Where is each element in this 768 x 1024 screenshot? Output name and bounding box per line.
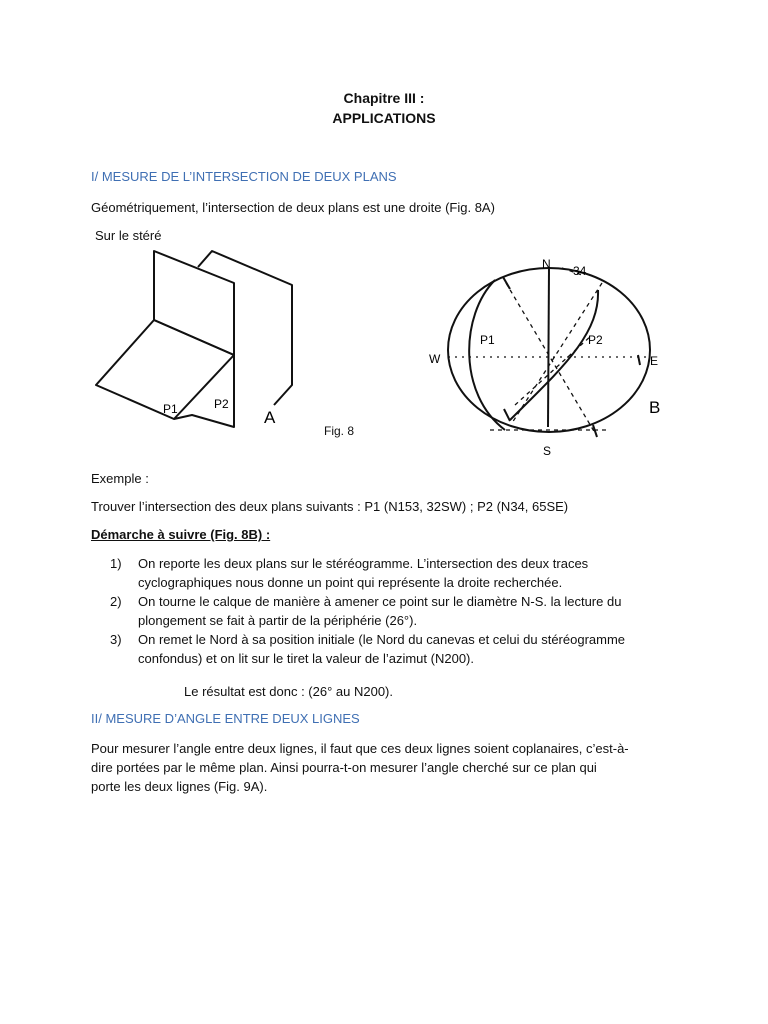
step-text: On remet le Nord à sa position initiale (le Nord du canevas et celui du stéréogramme confondus) et on lit sur le tiret la valeur de l’azimut (N200).	[138, 632, 626, 666]
page-title: APPLICATIONS	[332, 110, 436, 126]
angle-label: 34	[573, 264, 587, 278]
fig8a-p2-label: P2	[214, 397, 229, 411]
ns-diameter	[548, 268, 549, 427]
method-steps	[110, 554, 670, 668]
east-label: E	[650, 354, 659, 368]
great-circle-p2	[510, 290, 598, 420]
chapter-label: Chapitre III :	[343, 90, 425, 106]
step-number: 1)	[110, 556, 122, 571]
fig8a-label: A	[264, 408, 276, 427]
step-number: 3)	[110, 632, 122, 647]
section1-heading: I/ MESURE DE L’INTERSECTION DE DEUX PLANS	[91, 169, 397, 184]
section2-line-2: dire portées par le même plan. Ainsi pourra-t-on mesurer l’angle cherché sur ce plan qui	[91, 760, 597, 775]
west-label: W	[429, 352, 441, 366]
section2-line-3: porte les deux lignes (Fig. 9A).	[91, 779, 268, 794]
step-text: On reporte les deux plans sur le stéréogramme. L’intersection des deux traces cyclographiques nous donne un point qui représente la droite recherchée.	[138, 556, 589, 590]
figure-8a	[90, 245, 310, 435]
fig8a-plane-front	[154, 251, 234, 355]
fig8b-p1-label: P1	[480, 333, 495, 347]
section2-line-1: Pour mesurer l’angle entre deux lignes, il faut que ces deux lignes soient coplanaires, c’est-à-	[91, 741, 629, 756]
figure-caption: Fig. 8	[324, 424, 355, 438]
north-label: N	[542, 257, 551, 271]
fig8a-p1-label: P1	[163, 402, 178, 416]
example-label: Exemple :	[91, 471, 149, 486]
fig8b-label: B	[649, 398, 661, 417]
step-text: On tourne le calque de manière à amener ce point sur le diamètre N-S. la lecture du plongement se fait à partir de la périphérie (26°).	[138, 594, 622, 628]
step-number: 2)	[110, 594, 122, 609]
list-item	[110, 630, 670, 668]
stereo-label: Sur le stéré	[95, 228, 162, 243]
section2-heading: II/ MESURE D’ANGLE ENTRE DEUX LIGNES	[91, 711, 360, 726]
list-item	[110, 554, 670, 592]
list-item	[110, 592, 670, 630]
result-text: Le résultat est donc : (26° au N200).	[184, 684, 393, 699]
example-task: Trouver l’intersection des deux plans suivants : P1 (N153, 32SW) ; P2 (N34, 65SE)	[91, 499, 569, 514]
method-heading: Démarche à suivre (Fig. 8B) :	[91, 527, 271, 542]
figure-8b	[420, 255, 680, 460]
fig8b-p2-label: P2	[588, 333, 603, 347]
great-circle-p1	[469, 280, 505, 430]
south-label: S	[543, 444, 552, 458]
section1-intro: Géométriquement, l’intersection de deux plans est une droite (Fig. 8A)	[91, 200, 495, 215]
